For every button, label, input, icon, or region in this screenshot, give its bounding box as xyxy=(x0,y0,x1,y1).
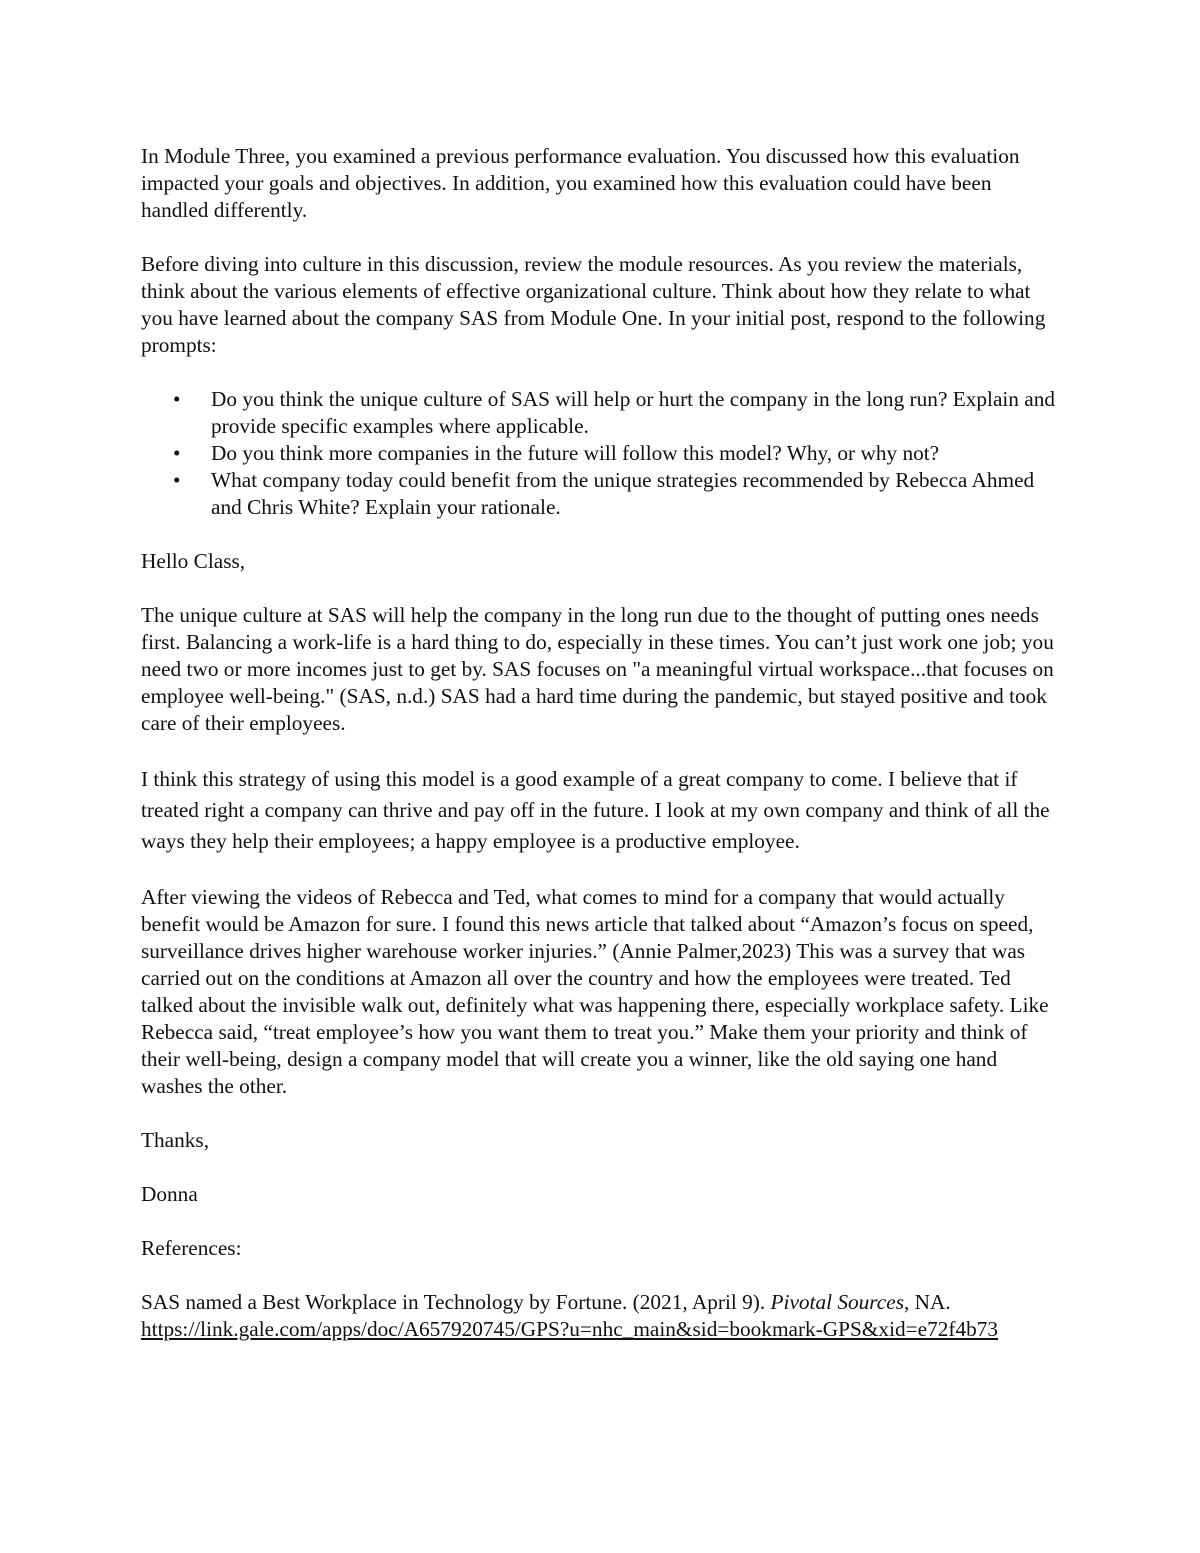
prompt-text: Do you think more companies in the future will follow this model? Why, or why not? xyxy=(211,441,940,465)
prompt-item xyxy=(141,386,1061,440)
prompt-text: Do you think the unique culture of SAS will help or hurt the company in the long run? Explain and provide specific examples where applicable. xyxy=(211,387,1056,438)
intro-paragraph-1: In Module Three, you examined a previous performance evaluation. You discussed how this evaluation impacted your goals and objectives. In addition, you examined how this evaluation could have been handled differently. xyxy=(141,144,1020,222)
bullet-icon: • xyxy=(173,441,181,465)
reference-text: SAS named a Best Workplace in Technology by Fortune. (2021, April 9). xyxy=(141,1290,771,1314)
prompt-text: What company today could benefit from the unique strategies recommended by Rebecca Ahmed and Chris White? Explain your rationale. xyxy=(211,468,1035,519)
intro-paragraph-2: Before diving into culture in this discussion, review the module resources. As you review the materials, think about the various elements of effective organizational culture. Think about how they relate to what you have learned about the company SAS from Module One. In your initial post, respond to the following prompts: xyxy=(141,252,1046,357)
bullet-icon: • xyxy=(173,468,181,492)
reference-source: Pivotal Sources xyxy=(770,1290,904,1314)
response-paragraph-2: I think this strategy of using this model is a good example of a great company to come. I believe that if treated right a company can thrive and pay off in the future. I look at my own company and think of all the ways they help their employees; a happy employee is a productive employee. xyxy=(141,767,1050,853)
closing: Thanks, xyxy=(141,1128,210,1152)
references-heading: References: xyxy=(141,1236,242,1260)
response-paragraph-3: After viewing the videos of Rebecca and Ted, what comes to mind for a company that would actually benefit would be Amazon for sure. I found this news article that talked about “Amazon’s focus on speed, surveillance drives higher warehouse worker injuries.” (Annie Palmer,2023) This was a survey that was carried out on the conditions at Amazon all over the country and how the employees were treated. Ted talked about the invisible walk out, definitely what was happening there, especially workplace safety. Like Rebecca said, “treat employee’s how you want them to treat you.” Make them your priority and think of their well-being, design a company model that will create you a winner, like the old saying one hand washes the other. xyxy=(141,885,1049,1098)
prompt-item xyxy=(141,440,1061,467)
prompt-list xyxy=(141,386,1061,521)
greeting: Hello Class, xyxy=(141,549,246,573)
response-paragraph-1: The unique culture at SAS will help the company in the long run due to the thought of putting ones needs first. Balancing a work-life is a hard thing to do, especially in these times. You can’t just work one job; you need two or more incomes just to get by. SAS focuses on "a meaningful virtual workspace...that focuses on employee well-being." (SAS, n.d.) SAS had a hard time during the pandemic, but stayed positive and took care of their employees. xyxy=(141,603,1054,735)
reference-link[interactable]: https://link.gale.com/apps/doc/A657920745/GPS?u=nhc_main&sid=bookmark-GPS&xid=e72f4b73 xyxy=(141,1317,999,1341)
prompt-item xyxy=(141,467,1061,521)
signature: Donna xyxy=(141,1182,198,1206)
bullet-icon: • xyxy=(173,387,181,411)
reference-suffix: , NA. xyxy=(904,1290,951,1314)
reference-entry xyxy=(141,1289,1061,1343)
document-body xyxy=(141,143,1061,1370)
